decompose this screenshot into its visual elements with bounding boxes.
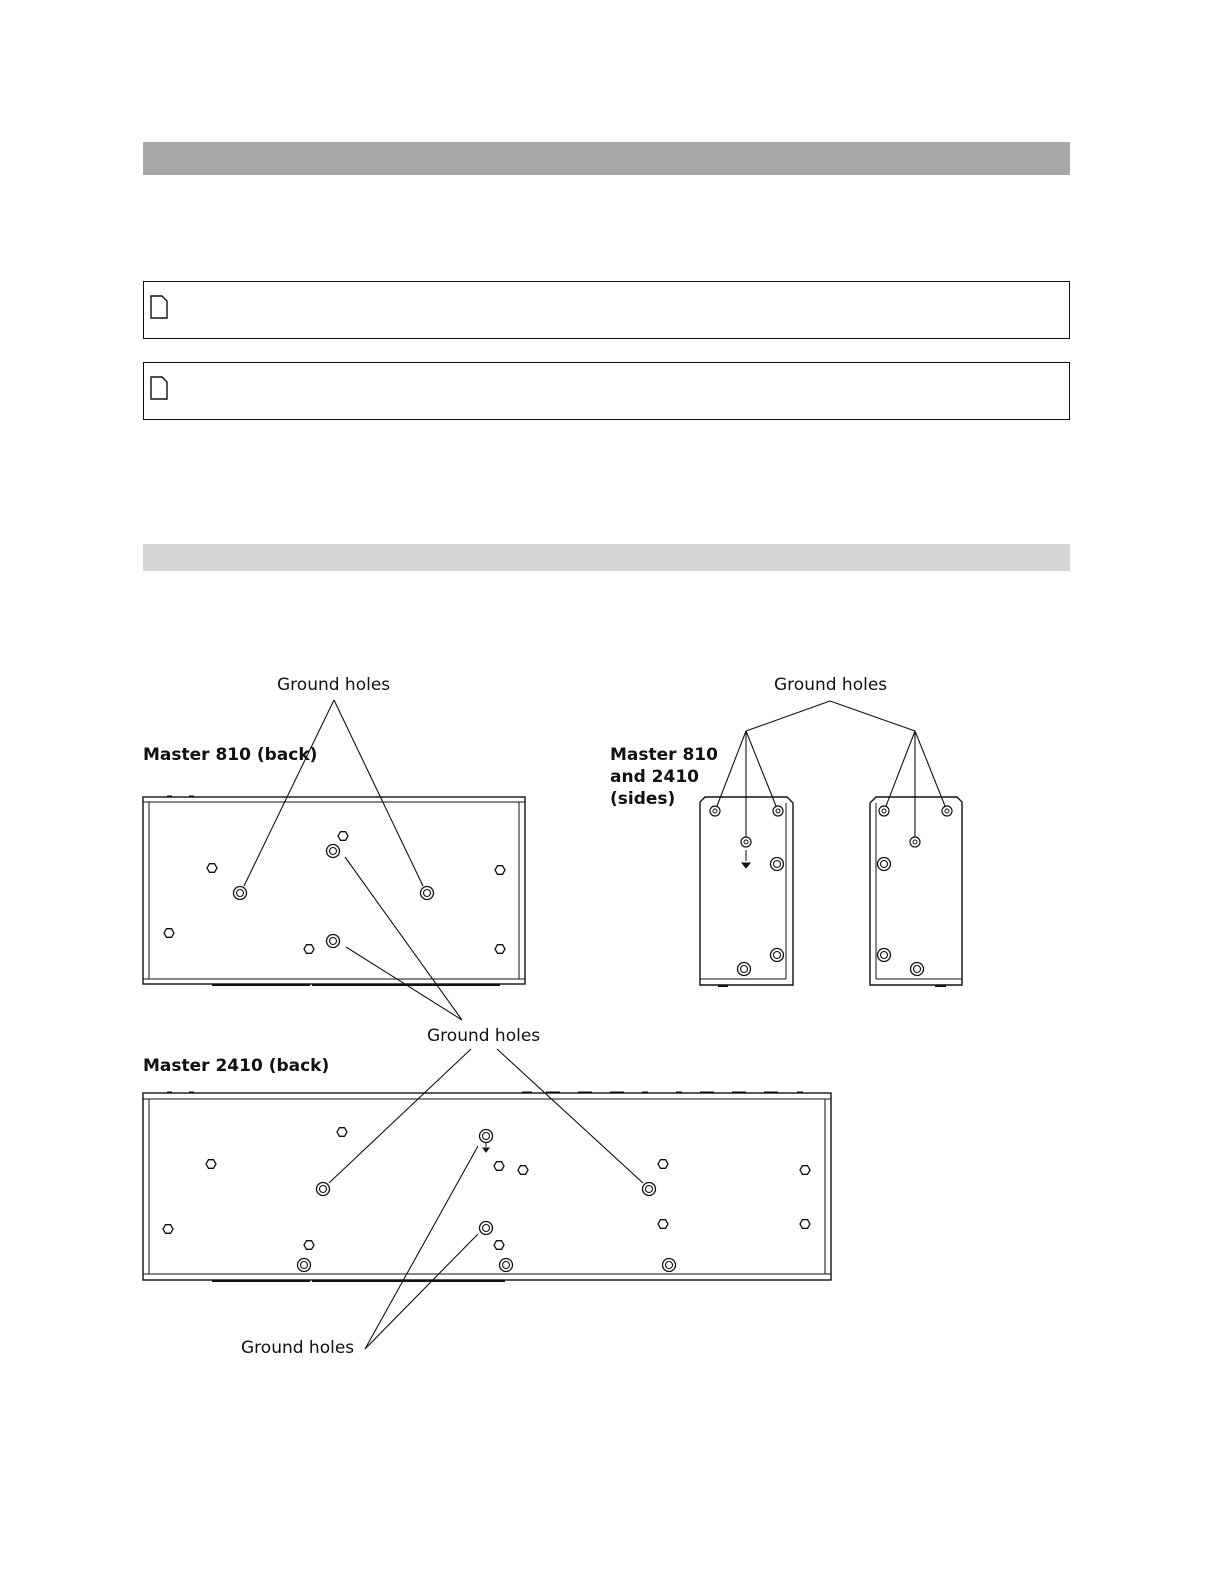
screw-head — [304, 945, 314, 954]
ground-hole — [710, 806, 720, 816]
ground-hole — [942, 806, 952, 816]
mount-hole — [911, 963, 924, 976]
screw-head — [163, 1225, 173, 1234]
screw-head — [304, 1241, 314, 1250]
screw-head — [658, 1220, 668, 1229]
master-810-back-panel — [143, 797, 525, 985]
ground-symbol-icon — [742, 850, 750, 868]
screw-head — [494, 1241, 504, 1250]
ground-hole — [421, 887, 434, 900]
screw-head — [206, 1160, 216, 1169]
mount-hole — [663, 1259, 676, 1272]
ground-hole — [879, 806, 889, 816]
mount-hole — [298, 1259, 311, 1272]
ground-hole — [480, 1222, 493, 1235]
screw-head — [800, 1220, 810, 1229]
ground-holes-label: Ground holes — [774, 675, 888, 695]
ground-holes-label: Ground holes — [241, 1338, 355, 1358]
ground-hole — [327, 845, 340, 858]
ground-hole — [773, 806, 783, 816]
master-sides-title-line1: Master 810 — [610, 745, 718, 765]
ground-hole — [317, 1183, 330, 1196]
mount-hole — [771, 949, 784, 962]
ground-hole — [643, 1183, 656, 1196]
screw-head — [495, 866, 505, 875]
mount-hole — [878, 949, 891, 962]
master-2410-back-panel — [143, 1093, 831, 1281]
ground-holes-label: Ground holes — [277, 675, 391, 695]
ground-hole — [480, 1130, 493, 1143]
master-side-panel-right — [870, 797, 962, 986]
mount-hole — [771, 858, 784, 871]
screw-head — [338, 832, 348, 841]
screw-head — [800, 1166, 810, 1175]
master-810-back-title: Master 810 (back) — [143, 745, 318, 765]
mount-hole — [878, 858, 891, 871]
ground-hole — [741, 837, 751, 847]
master-sides-title-line2: and 2410 — [610, 767, 699, 787]
screw-head — [337, 1128, 347, 1137]
screw-head — [495, 945, 505, 954]
mount-hole — [738, 963, 751, 976]
screw-head — [164, 929, 174, 938]
mount-hole — [500, 1259, 513, 1272]
ground-hole — [234, 887, 247, 900]
ground-hole — [327, 935, 340, 948]
ground-holes-label: Ground holes — [427, 1026, 541, 1046]
connector-details — [167, 796, 803, 1092]
master-2410-back-title: Master 2410 (back) — [143, 1056, 330, 1076]
screw-head — [518, 1166, 528, 1175]
ground-hole — [910, 837, 920, 847]
screw-head — [658, 1160, 668, 1169]
master-sides-title-line3: (sides) — [610, 789, 676, 809]
ground-symbol-icon — [483, 1142, 489, 1152]
screw-head — [207, 864, 217, 873]
screw-head — [494, 1162, 504, 1171]
